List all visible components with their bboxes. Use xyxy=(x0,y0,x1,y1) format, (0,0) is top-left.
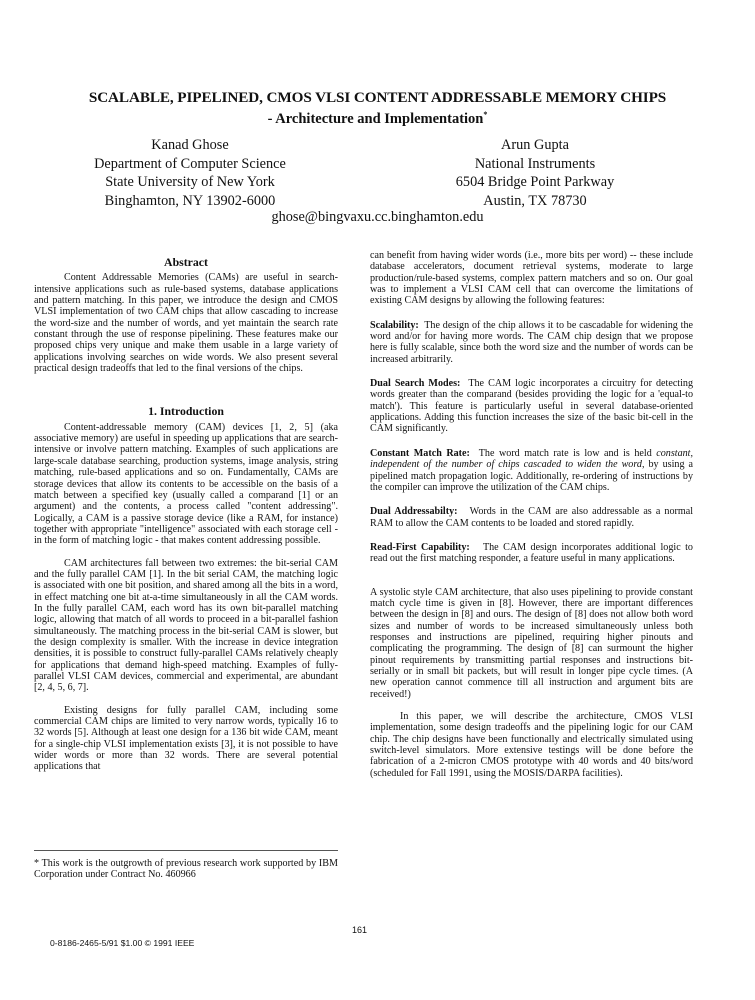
related-work-paragraph: A systolic style CAM architecture, that also uses pipelining to provide constant match cycle time is given in [8]. However, there are important differences between the design in [8] and ours. The design of [8] does not allow both word sizes and number of words to be increased simultaneously unless both responses and instructions are pipelined, requiring higher pinouts and complicating the programming. The design of [8] can surmount the higher pinout requirements by transmitting partial responses and instructions bit-serially or in small bit packets, but will result in longer pipe cycle times. (A new operation cannot commence till all instruction and argument bits are received!) xyxy=(370,586,693,700)
author-affiliation: National Instruments xyxy=(474,155,596,172)
abstract-heading: Abstract xyxy=(164,255,208,269)
author-email: ghose@bingvaxu.cc.binghamton.edu xyxy=(271,209,484,225)
feature-label: Scalability: xyxy=(370,319,419,331)
author-address: Binghamton, NY 13902-6000 xyxy=(104,192,276,209)
author-address: Austin, TX 78730 xyxy=(483,192,587,209)
author-block-gupta xyxy=(405,136,665,210)
feature-label: Dual Addressabilty: xyxy=(370,506,458,518)
feature-text: The CAM logic incorporates a circuitry for detecting words greater than the comparand (besides providing the logic for a 'equal-to match'). This feature is particularly useful in several database-oriented applications. Adding this function increases the size of the basic bit-cell in the CAM significantly. xyxy=(370,378,693,435)
abstract-text: Content Addressable Memories (CAMs) are useful in search-intensive applications such as rule-based systems, database applications and pattern matching. In this paper, we introduce the design and CMOS VLSI implementation of two CAM chips that allow cascading to increase the word-size and the number of words, and yet maintain the search rate constant through the use of response pipelining. These features make our proposed chips very unique and make them usable in a large variety of applications involving searches on wide words. We also present several practical design tradeoffs that led to the final versions of the chips. xyxy=(34,272,338,375)
author-affiliation: Department of Computer Science xyxy=(94,155,286,172)
feature-text: The design of the chip allows it to be cascadable for widening the word and/or for having more words. The CAM chip design that we propose here is fully scalable, since both the word size and the number of words can be increased arbitrarily. xyxy=(370,319,693,365)
intro-paragraph-3: Existing designs for fully parallel CAM, including some commercial CAM chips are limited to very narrow words, typically 16 to 32 words [5]. Although at least one design for a 136 bit wide CAM, meant for a single-chip VLSI implementation exists [3], it is not possible to have wider words or more than 32 words. There are several potential applications that xyxy=(34,704,338,773)
feature-dual-addressability xyxy=(370,506,693,529)
paper-subtitle xyxy=(0,110,755,128)
author-name: Arun Gupta xyxy=(501,137,569,153)
intro-paragraph-1: Content-addressable memory (CAM) devices [1, 2, 5] (aka associative memory) are useful in speeding up applications that are search-intensive or involve pattern matching. Examples of such applications are large-scale database searching, production systems, image analysis, string matching, rule-based applications and so on. Fundamentally, CAMs are storage devices that allow its contents to be accessible on the basis of a match between a specified key (usually called a comparand [1] or an argument) and the contents, a process called "content addressing". Logically, a CAM is a passive storage device (like a RAM, for instance) together with appropriate "intelligence" associated with each storage cell - in the form of matching logic - that makes content addressing possible. xyxy=(34,421,338,547)
feature-text-post: , by using a pipelined match propagation logic. Additionally, re-ordering of instructions by the compiler can improve the utilization of the CAM chips. xyxy=(370,459,693,493)
paper-overview-paragraph: In this paper, we will describe the architecture, CMOS VLSI implementation, some design tradeoffs and the pipelining logic for our CAM chip. The chip designs have been functionally and electrically simulated using switch-level simulators. More extensive testings will be done before the fabrication of a 2-micron CMOS prototype with 40 words and 40 bits/word (scheduled for Fall 1991, using the MOSIS/DARPA facilities). xyxy=(370,711,693,779)
feature-text: Words in the CAM are also addressable as a normal RAM to allow the CAM contents to be loaded and stored rapidly. xyxy=(370,506,693,529)
introduction-heading: 1. Introduction xyxy=(148,404,224,419)
feature-read-first xyxy=(370,542,693,565)
copyright-line: 0-8186-2465-5/91 $1.00 © 1991 IEEE xyxy=(50,938,195,948)
subtitle-text: - Architecture and Implementation xyxy=(267,111,484,127)
feature-dual-search-modes xyxy=(370,378,693,435)
intro-paragraph-2: CAM architectures fall between two extremes: the bit-serial CAM and the fully parallel CAM [1]. In the bit serial CAM, the matching logic is associated with one bit position, and shared among all the bits in a word, in effect matching one bit at-a-time simultaneously in all the CAM words. In the fully parallel CAM, each word has its own bit-parallel matching logic, allowing that match of all words to proceed in a bit-parallel fashion simultaneously. The matching process in the bit-serial CAM is slower, but the design complexity is smaller. With the increase in device integration densities, it is possible to construct fully-parallel CAMs relatively cheaply for applications that demand high-speed matching. Examples of fully-parallel VLSI CAM devices, commercial and experimental, are abundant [2, 4, 5, 6, 7]. xyxy=(34,557,338,694)
feature-text: The CAM design incorporates additional logic to read out the first matching responder, a feature useful in many applications. xyxy=(370,541,693,565)
author-name: Kanad Ghose xyxy=(151,137,229,153)
paper-title: SCALABLE, PIPELINED, CMOS VLSI CONTENT ADDRESSABLE MEMORY CHIPS xyxy=(88,89,667,106)
feature-label: Read-First Capability: xyxy=(370,541,470,553)
author-institution: 6504 Bridge Point Parkway xyxy=(455,174,615,190)
feature-text-pre: The word match rate is low and is held xyxy=(478,447,657,459)
feature-text-italic: constant, independent of the number of chips cascaded to widen the word xyxy=(370,447,693,471)
footnote-divider xyxy=(34,850,338,851)
feature-scalability xyxy=(370,320,693,365)
page-number: 161 xyxy=(352,925,368,935)
footnote: * This work is the outgrowth of previous research work supported by IBM Corporation under Contract No. 460966 xyxy=(34,858,338,881)
left-column xyxy=(34,257,338,773)
feature-label: Dual Search Modes: xyxy=(370,378,461,390)
author-institution: State University of New York xyxy=(105,174,275,190)
feature-constant-match-rate xyxy=(370,448,693,493)
author-block-ghose xyxy=(60,136,320,210)
right-column xyxy=(370,250,693,779)
intro-continuation: can benefit from having wider words (i.e., more bits per word) -- these include database accelerators, document retrieval systems, moderate to large production/rule-based systems, complex pattern matchers and so on. Our goal was to implement a VLSI CAM cell that can overcome the limitations of existing CAM designs by allowing the following features: xyxy=(370,250,693,307)
feature-label: Constant Match Rate: xyxy=(370,447,470,459)
footnote-marker: * xyxy=(483,110,488,119)
